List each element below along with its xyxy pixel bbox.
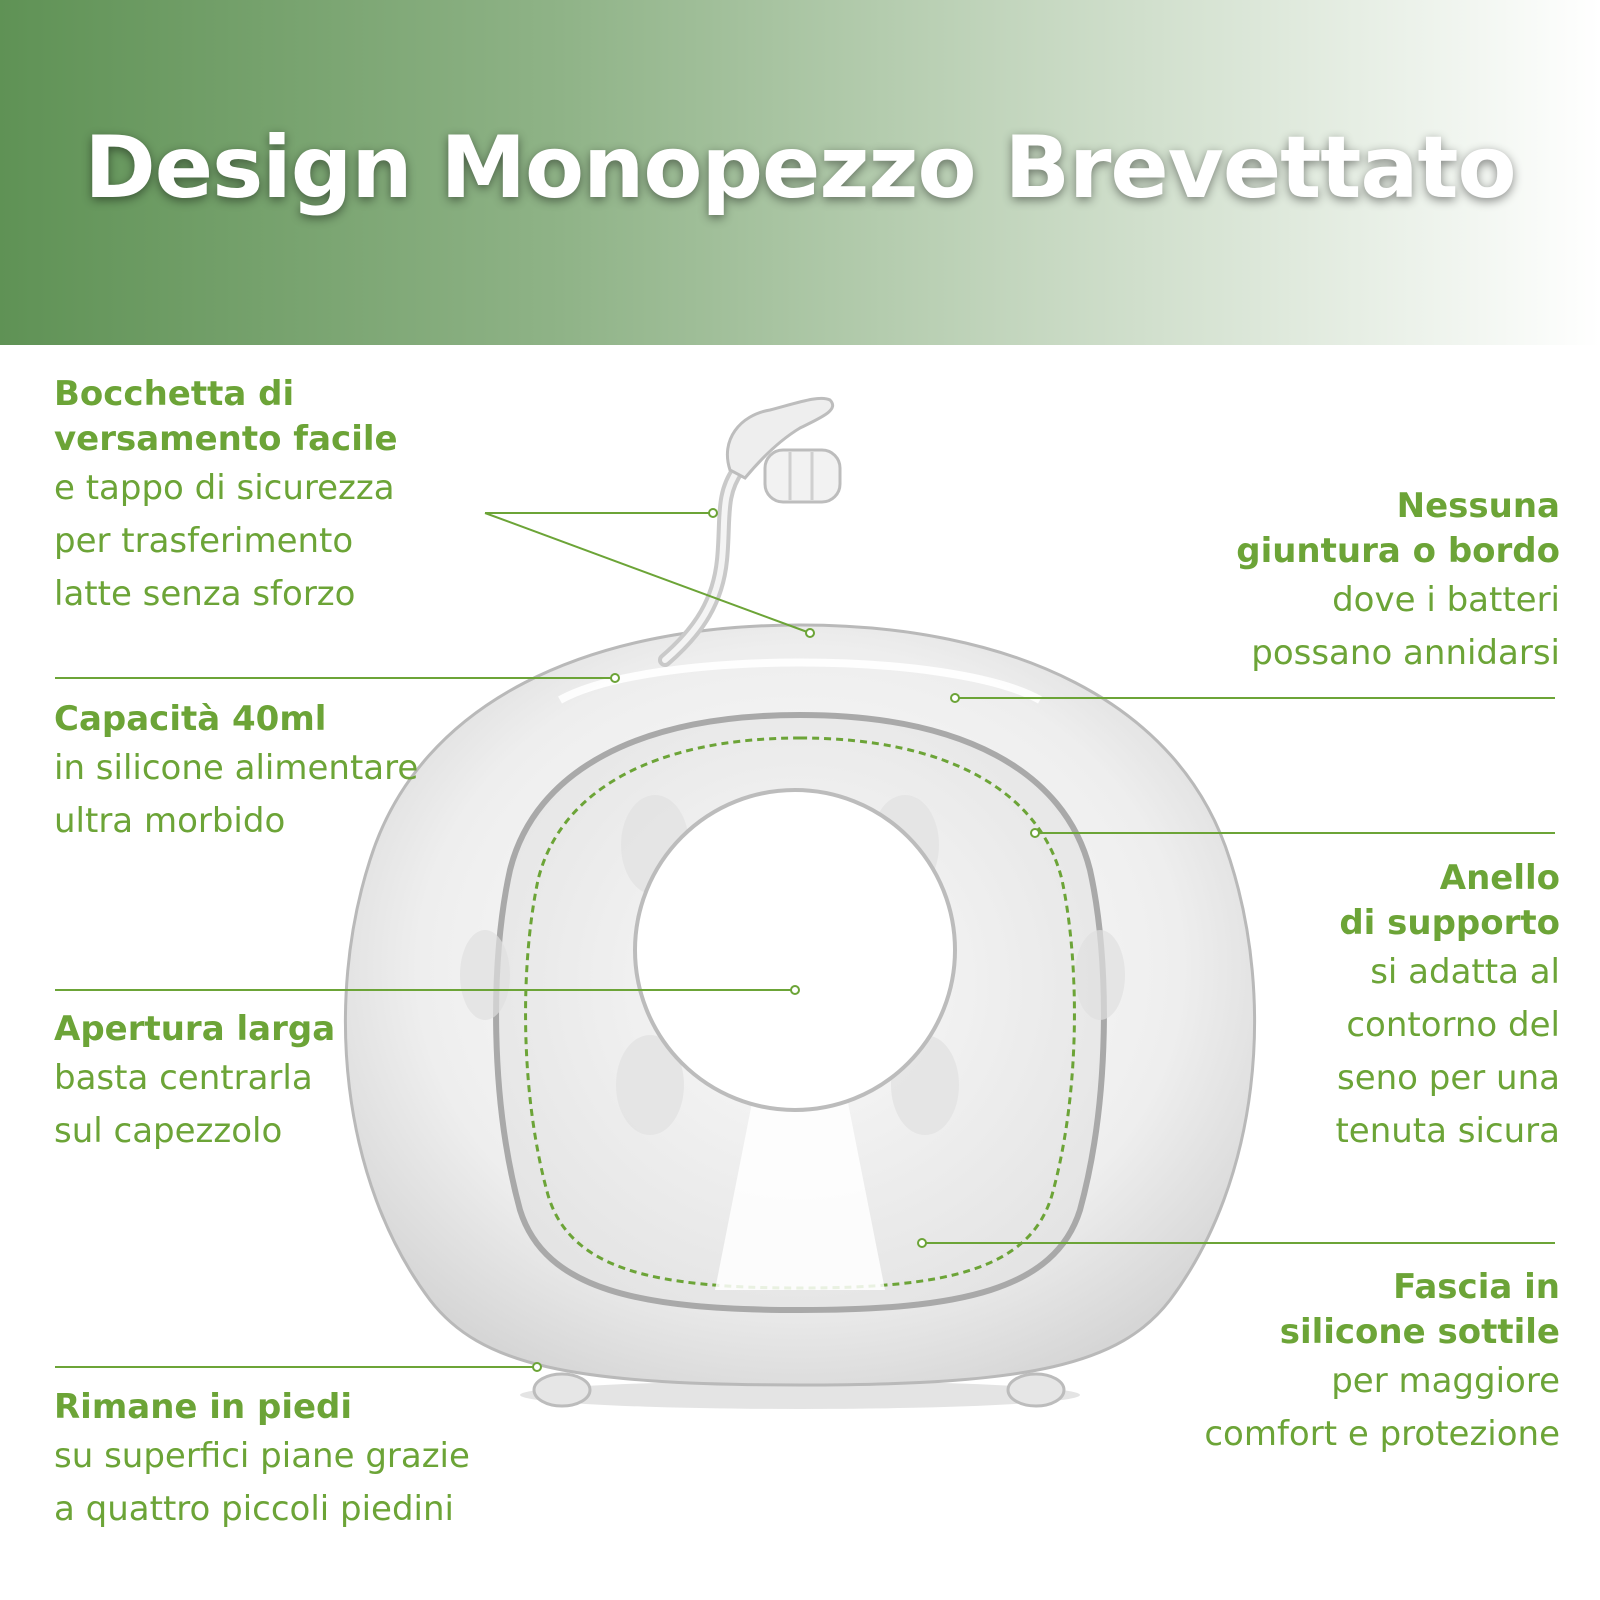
feature-band-heading-1: Fascia in — [1393, 1267, 1560, 1307]
feature-capacity-desc-2: ultra morbido — [54, 801, 286, 841]
feature-band — [1204, 1265, 1560, 1461]
feature-seamless-desc-2: possano annidarsi — [1251, 633, 1560, 673]
feature-opening-desc-1: basta centrarla — [54, 1058, 313, 1098]
feature-ring-heading-2: di supporto — [1339, 903, 1560, 943]
feature-ring — [1335, 856, 1560, 1158]
feature-seamless-heading-2: giuntura o bordo — [1236, 531, 1560, 571]
feature-band-desc-2: comfort e protezione — [1204, 1414, 1560, 1454]
feature-capacity — [54, 697, 418, 848]
feature-ring-desc-2: contorno del — [1346, 1005, 1560, 1045]
feature-spout-heading-2: versamento facile — [54, 419, 398, 459]
feature-ring-desc-3: seno per una — [1336, 1058, 1560, 1098]
feature-capacity-desc-1: in silicone alimentare — [54, 748, 419, 788]
feature-band-heading-2: silicone sottile — [1279, 1312, 1560, 1352]
feature-stand-heading: Rimane in piedi — [54, 1387, 353, 1427]
feature-ring-desc-4: tenuta sicura — [1335, 1111, 1560, 1151]
feature-spout-heading-1: Bocchetta di — [54, 374, 295, 414]
feature-spout-desc-3: latte senza sforzo — [54, 574, 356, 614]
feature-capacity-heading: Capacità 40ml — [54, 699, 327, 739]
feature-spout — [54, 372, 398, 621]
page-title: Design Monopezzo Brevettato — [84, 118, 1516, 218]
feature-spout-desc-2: per trasferimento — [54, 521, 354, 561]
feature-seamless-desc-1: dove i batteri — [1332, 580, 1560, 620]
feature-spout-desc-1: e tappo di sicurezza — [54, 468, 395, 508]
callout-line-spout-2 — [485, 513, 810, 633]
feature-band-desc-1: per maggiore — [1331, 1361, 1560, 1401]
feature-seamless-heading-1: Nessuna — [1396, 486, 1560, 526]
feature-stand-desc-2: a quattro piccoli piedini — [54, 1489, 454, 1529]
feature-opening — [54, 1007, 335, 1158]
feature-seamless — [1236, 484, 1560, 680]
feature-stand-desc-1: su superfici piane grazie — [54, 1436, 470, 1476]
feature-opening-desc-2: sul capezzolo — [54, 1111, 283, 1151]
feature-stand — [54, 1385, 470, 1536]
feature-ring-heading-1: Anello — [1439, 858, 1560, 898]
feature-ring-desc-1: si adatta al — [1370, 952, 1560, 992]
feature-opening-heading: Apertura larga — [54, 1009, 336, 1049]
